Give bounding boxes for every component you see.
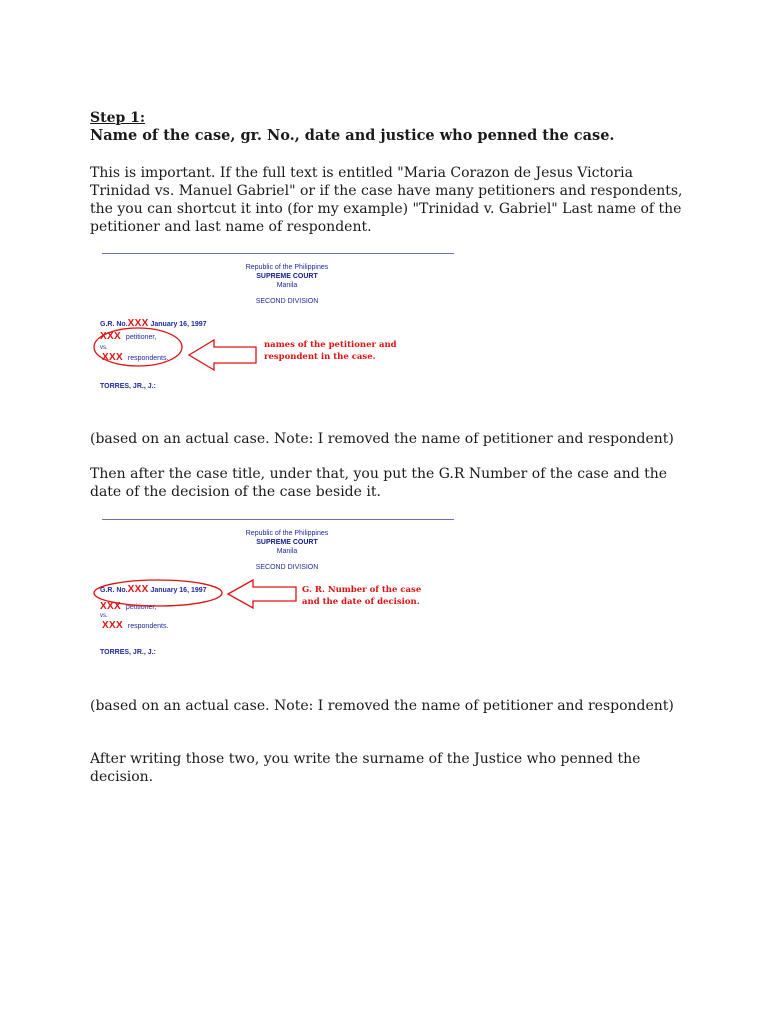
annotation-text-1: names of the petitioner and respondent in the case. bbox=[264, 340, 397, 362]
after-paragraph: After writing those two, you write the surname of the Justice who penned the decision. bbox=[90, 751, 641, 785]
step-heading: Step 1: bbox=[90, 110, 146, 126]
respondent-name: XXX bbox=[102, 620, 123, 631]
arrow-left-icon bbox=[189, 340, 256, 370]
respondent-name: XXX bbox=[102, 352, 123, 363]
gr-number: XXX bbox=[127, 318, 149, 329]
arrow-left-icon bbox=[228, 580, 296, 608]
division-label: SECOND DIVISION bbox=[255, 564, 319, 571]
gr-prefix: G.R. No. bbox=[100, 321, 128, 328]
gr-number: XXX bbox=[127, 584, 149, 595]
republic-label: Republic of the Philippines bbox=[245, 264, 329, 271]
highlight-ellipse bbox=[94, 580, 222, 606]
vs-label: vs. bbox=[100, 345, 108, 351]
justice-label: TORRES, JR., J.: bbox=[100, 383, 156, 390]
highlight-ellipse bbox=[94, 328, 182, 366]
annotation-text-2: G. R. Number of the case and the date of decision. bbox=[302, 585, 422, 607]
justice-label: TORRES, JR., J.: bbox=[100, 649, 156, 656]
decision-date: January 16, 1997 bbox=[150, 321, 207, 328]
gr-prefix: G.R. No. bbox=[100, 587, 128, 594]
vs-label: vs. bbox=[100, 613, 108, 619]
case-excerpt-image-1 bbox=[92, 247, 462, 407]
court-name: SUPREME COURT bbox=[256, 539, 318, 546]
respondent-label: respondents. bbox=[127, 623, 169, 630]
court-city: Manila bbox=[276, 548, 298, 555]
intro-paragraph: This is important. If the full text is entitled "Maria Corazon de Jesus Victoria Trinidad vs. Manuel Gabriel" or if the case have many petitioners and respondents, the you can shortcut it into (for my example) "Trinidad v. Gabriel" Last name of the petitioner and last name of respondent. bbox=[90, 165, 683, 235]
step-title: Name of the case, gr. No., date and justice who penned the case. bbox=[90, 127, 615, 144]
respondent-label: respondents. bbox=[127, 355, 169, 362]
petitioner-label: petitioner, bbox=[125, 604, 157, 611]
decision-date: January 16, 1997 bbox=[150, 587, 207, 594]
petitioner-label: petitioner, bbox=[125, 334, 157, 341]
court-name: SUPREME COURT bbox=[256, 273, 318, 280]
petitioner-name: XXX bbox=[100, 601, 121, 612]
then-paragraph: Then after the case title, under that, you put the G.R Number of the case and the date of the decision of the case beside it. bbox=[90, 466, 668, 500]
annotation-graphics bbox=[92, 247, 462, 407]
petitioner-name: XXX bbox=[100, 331, 121, 342]
republic-label: Republic of the Philippines bbox=[245, 530, 329, 537]
court-city: Manila bbox=[276, 282, 298, 289]
case-excerpt-image-2 bbox=[92, 513, 462, 673]
division-label: SECOND DIVISION bbox=[255, 298, 319, 305]
note-paragraph-2: (based on an actual case. Note: I removed the name of petitioner and respondent) bbox=[90, 698, 674, 714]
note-paragraph-1: (based on an actual case. Note: I removed the name of petitioner and respondent) bbox=[90, 431, 674, 447]
